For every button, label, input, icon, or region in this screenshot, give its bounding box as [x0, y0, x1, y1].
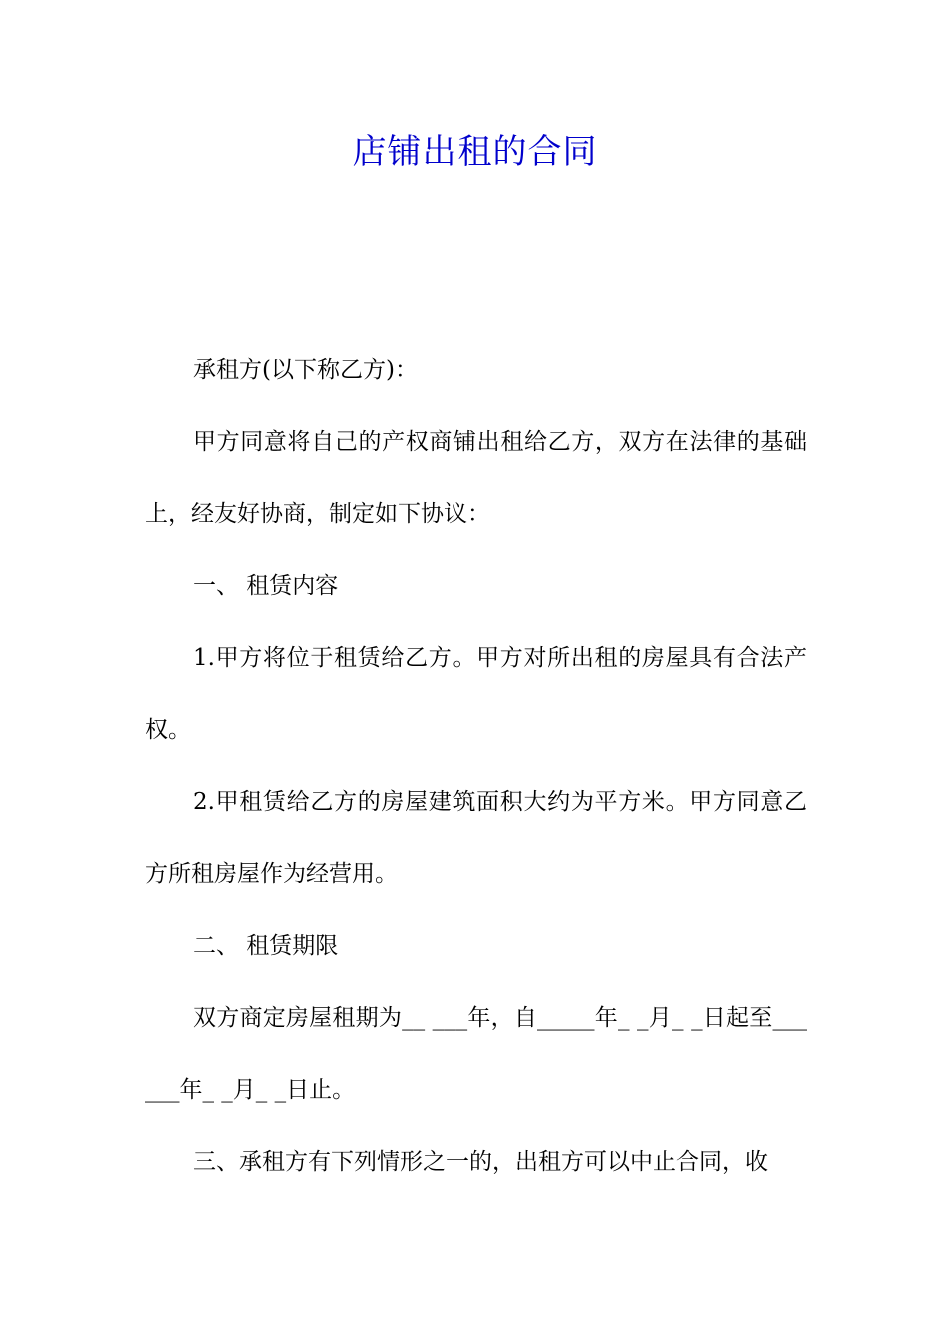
- paragraph-agreement-intro: 甲方同意将自己的产权商铺出租给乙方，双方在法律的基础上，经友好协商，制定如下协议：: [145, 429, 807, 527]
- section-heading-termination: 三、承租方有下列情形之一的，出租方可以中止合同，收: [193, 1149, 768, 1175]
- paragraph-lessee: 承租方(以下称乙方)：: [193, 357, 418, 383]
- section-heading-lease-term: 二、 租赁期限: [193, 933, 339, 959]
- document-title: 店铺出租的合同: [352, 132, 598, 172]
- clause-2-area: 2.甲租赁给乙方的房屋建筑面积大约为平方米。甲方同意乙方所租房屋作为经营用。: [145, 789, 807, 887]
- clause-1-location: 1.甲方将位于租赁给乙方。甲方对所出租的房屋具有合法产权。: [145, 645, 807, 743]
- paragraph-lease-period: 双方商定房屋租期为__ ___年，自_____年_ _月_ _日起至___ ___年_ _月_ _日止。: [145, 1005, 807, 1103]
- document-body: [145, 334, 807, 1198]
- section-heading-lease-content: 一、 租赁内容: [193, 573, 339, 599]
